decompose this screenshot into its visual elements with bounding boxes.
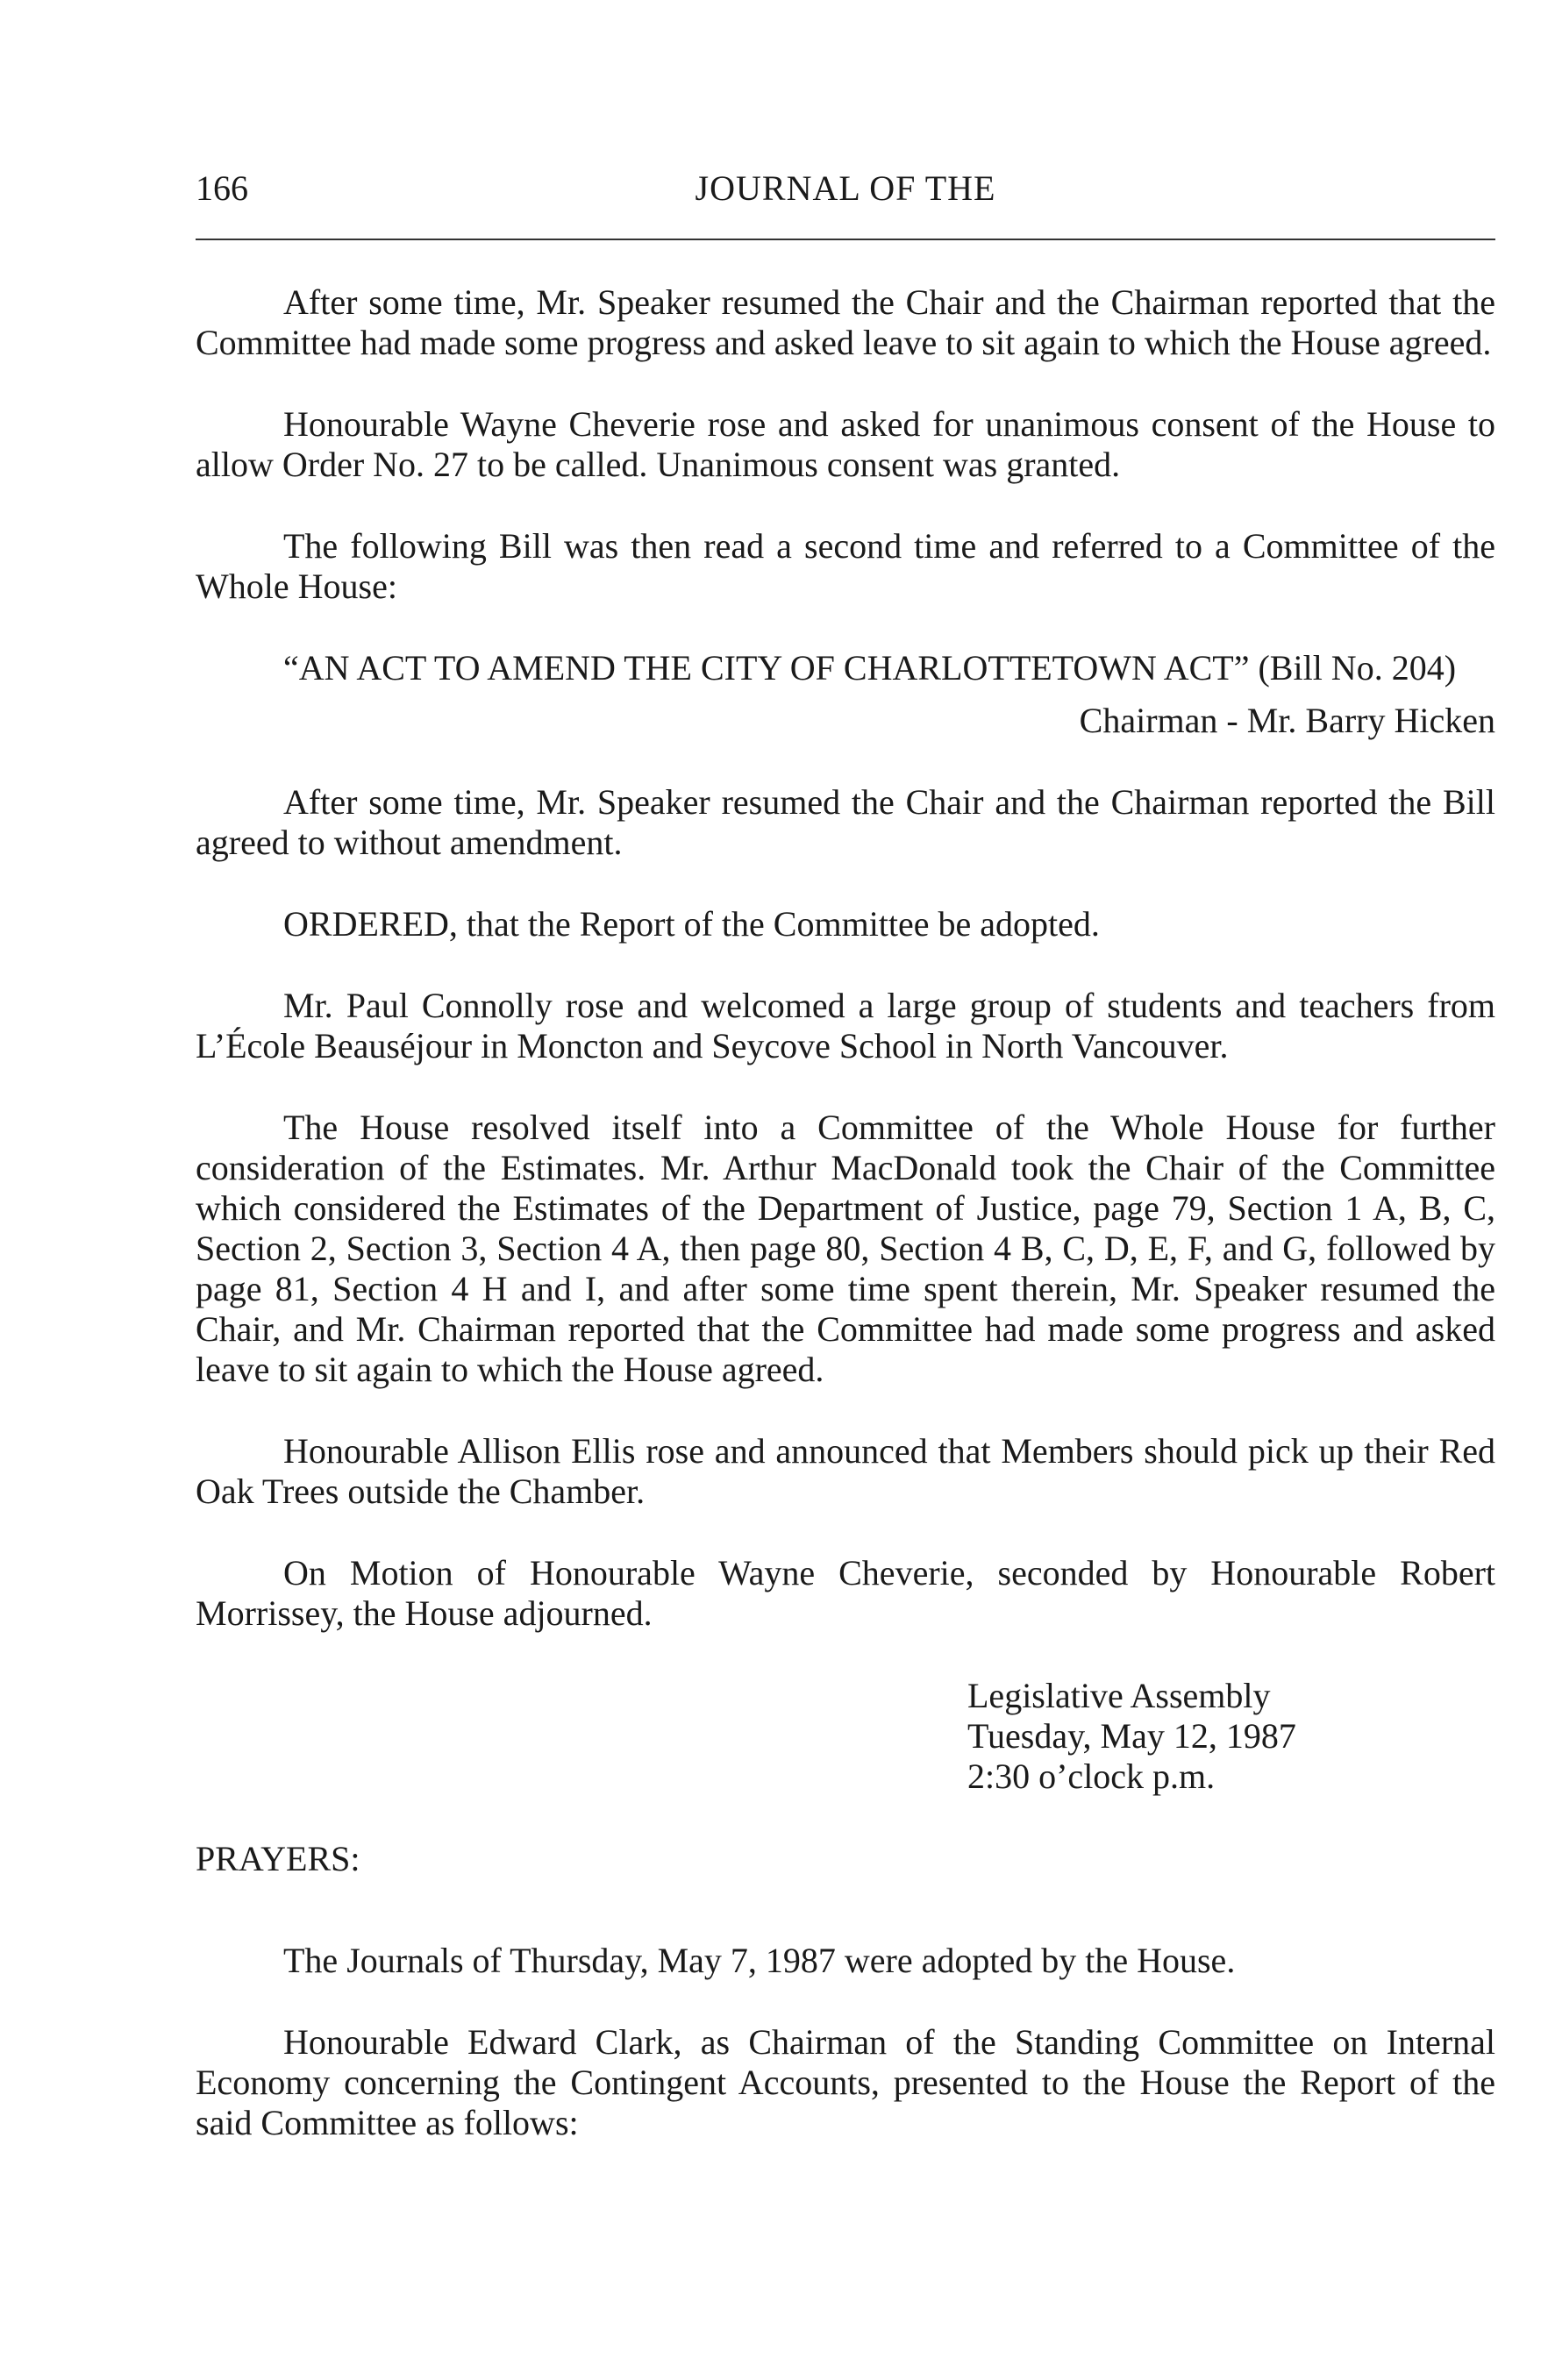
prayers-heading: PRAYERS: [196,1839,360,1878]
paragraph-speaker-resumed-2: After some time, Mr. Speaker resumed the Chair and the Chairman reported the Bill agreed to without amendment. [196,782,1495,862]
dateline-assembly: Legislative Assembly [967,1676,1271,1715]
running-head: JOURNAL OF THE [695,168,996,208]
chairman-line: Chairman - Mr. Barry Hicken [1079,701,1495,740]
paragraph-red-oak-trees: Honourable Allison Ellis rose and announced that Members should pick up their Red Oak Trees outside the Chamber. [196,1431,1495,1511]
page-number: 166 [196,168,248,208]
paragraph-ordered: ORDERED, that the Report of the Committee be adopted. [283,904,1100,944]
paragraph-internal-economy-report: Honourable Edward Clark, as Chairman of the Standing Committee on Internal Economy concerning the Contingent Accounts, presented to the House the Report of the said Committee as follows: [196,2022,1495,2142]
dateline-date: Tuesday, May 12, 1987 [967,1716,1296,1756]
header-rule [196,239,1495,240]
page-header [196,162,1495,215]
bill-title: “AN ACT TO AMEND THE CITY OF CHARLOTTETOWN ACT” (Bill No. 204) [283,648,1457,688]
paragraph-students-welcome: Mr. Paul Connolly rose and welcomed a large group of students and teachers from L’École Beauséjour in Moncton and Seycove School in North Vancouver. [196,986,1495,1065]
paragraph-speaker-resumed-1: After some time, Mr. Speaker resumed the Chair and the Chairman reported that the Committee had made some progress and asked leave to sit again to which the House agreed. [196,282,1495,362]
dateline-time: 2:30 o’clock p.m. [967,1756,1216,1796]
paragraph-journals-adopted: The Journals of Thursday, May 7, 1987 were adopted by the House. [283,1941,1236,1980]
paragraph-adjourned: On Motion of Honourable Wayne Cheverie, seconded by Honourable Robert Morrissey, the House adjourned. [196,1553,1495,1633]
sitting-dateline [967,1676,1495,1797]
paragraph-unanimous-consent: Honourable Wayne Cheverie rose and asked for unanimous consent of the House to allow Order No. 27 to be called. Unanimous consent was granted. [196,404,1495,484]
paragraph-estimates: The House resolved itself into a Committee of the Whole House for further consideration of the Estimates. Mr. Arthur MacDonald took the Chair of the Committee which considered the Estimates of the Department of Justice, page 79, Section 1 A, B, C, Section 2, Section 3, Section 4 A, then page 80, Section 4 B, C, D, E, F, and G, followed by page 81, Section 4 H and I, and after some time spent therein, Mr. Speaker resumed the Chair, and Mr. Chairman reported that the Committee had made some progress and asked leave to sit again to which the House agreed. [196,1108,1495,1389]
paragraph-bill-second-reading: The following Bill was then read a second time and referred to a Committee of the Whole House: [196,526,1495,606]
journal-body [196,282,1495,2143]
